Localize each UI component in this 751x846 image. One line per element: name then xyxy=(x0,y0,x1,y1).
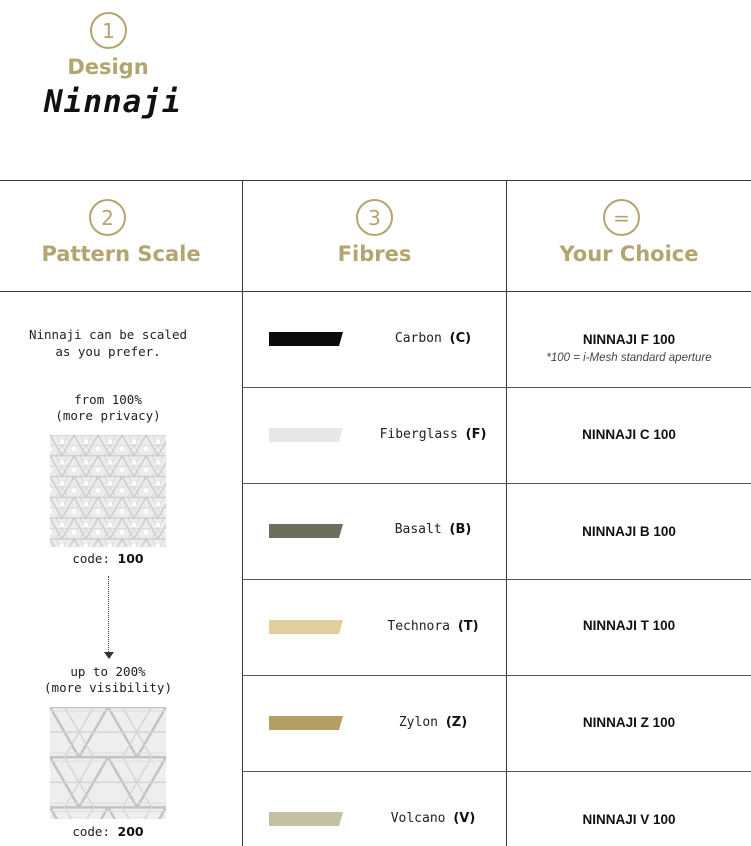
choice-code: NINNAJI C 100 xyxy=(582,427,676,442)
fibre-swatch-carbon xyxy=(269,332,343,346)
choice-code: NINNAJI V 100 xyxy=(582,812,676,827)
scale-arrow-line xyxy=(108,576,109,652)
fibre-code: (B) xyxy=(449,522,472,537)
fibre-code: (C) xyxy=(449,331,472,346)
fibre-row-zylon xyxy=(243,676,751,772)
scale-from-caption: from 100% (more privacy) xyxy=(55,392,161,423)
step-1-badge: 1 xyxy=(90,12,127,49)
fibre-row-basalt xyxy=(243,484,751,580)
fibre-row-volcano xyxy=(243,772,751,846)
fibre-name: Volcano xyxy=(390,811,446,826)
column-header-pattern-scale xyxy=(0,180,242,292)
column-title: Your Choice xyxy=(559,242,699,266)
scale-arrow-head xyxy=(104,652,114,659)
step-3-badge: 3 xyxy=(356,199,393,236)
fibre-name: Technora xyxy=(387,619,451,634)
column-header-your-choice xyxy=(507,180,751,292)
column-title: Pattern Scale xyxy=(41,242,201,266)
choice-code: NINNAJI T 100 xyxy=(582,618,676,633)
choice-code: NINNAJI Z 100 xyxy=(582,715,676,730)
choice-note: *100 = i-Mesh standard aperture xyxy=(546,352,712,364)
equals-badge: = xyxy=(603,199,640,236)
scale-code-100: code: 100 xyxy=(72,551,144,566)
fibre-name: Fiberglass xyxy=(379,427,458,442)
fibre-name: Zylon xyxy=(398,715,438,730)
column-header-fibres xyxy=(243,180,506,292)
fibre-swatch-fiberglass xyxy=(269,428,343,442)
scale-to-caption: up to 200% (more visibility) xyxy=(44,664,172,695)
fibre-code: (Z) xyxy=(445,715,468,730)
fibre-code: (F) xyxy=(465,427,487,442)
fibre-swatch-technora xyxy=(269,620,343,634)
fibre-code: (T) xyxy=(457,619,479,634)
fibre-code: (V) xyxy=(453,811,476,826)
fibre-name: Carbon xyxy=(394,331,442,346)
choice-code: NINNAJI B 100 xyxy=(582,524,676,539)
scale-code-200: code: 200 xyxy=(72,824,144,839)
step-2-badge: 2 xyxy=(89,199,126,236)
scale-intro: Ninnaji can be scaled as you prefer. xyxy=(28,327,188,359)
column-title: Fibres xyxy=(337,242,412,266)
design-label: Design xyxy=(67,55,149,79)
fibre-row-fiberglass xyxy=(243,388,751,484)
fibre-name: Basalt xyxy=(394,522,442,537)
pattern-preview-200 xyxy=(50,707,166,819)
fibre-swatch-zylon xyxy=(269,716,343,730)
fibre-swatch-volcano xyxy=(269,812,343,826)
choice-code: NINNAJI F 100 xyxy=(582,332,676,347)
pattern-preview-100 xyxy=(50,435,166,547)
fibre-row-carbon xyxy=(243,292,751,388)
fibre-row-technora xyxy=(243,580,751,676)
fibre-swatch-basalt xyxy=(269,524,343,538)
design-name: Ninnaji xyxy=(44,84,182,120)
